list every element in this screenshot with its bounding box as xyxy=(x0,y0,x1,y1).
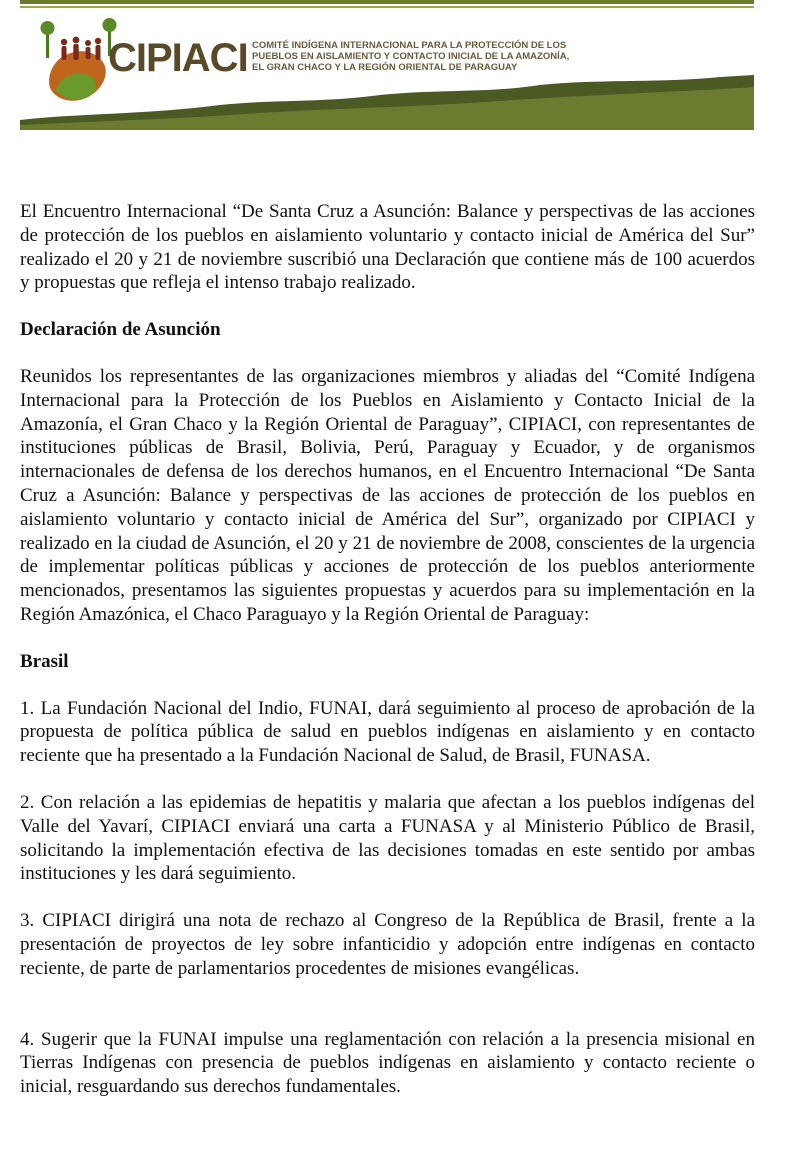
list-item: 3. CIPIACI dirigirá una nota de rechazo al Congreso de la República de Brasil, frente a la presentación de proyectos de ley sobre infanticidio y adopción entre indígenas en contacto reciente, de parte de parlamentarios procedentes de misiones evangélicas. xyxy=(20,910,755,979)
declaration-heading: Declaración de Asunción xyxy=(20,319,221,341)
list-item: 1. La Fundación Nacional del Indio, FUNAI, dará seguimiento al proceso de aprobación de la propuesta de política pública de salud en pueblos indígenas en aislamiento y en contacto reciente que ha presentado a la Fundación Nacional de Salud, de Brasil, FUNASA. xyxy=(20,697,755,767)
declaration-paragraph: Reunidos los representantes de las organizaciones miembros y aliadas del “Comité Indígena Internacional para la Protección de los Pueblos en Aislamiento y Contacto Inicial de la Amazonía, el Gran Chaco y la Región Oriental de Paraguay”, CIPIACI, con representantes de instituciones públicas de Brasil, Bolivia, Perú, Paraguay y Ecuador, y de organismos internacionales de defensa de los derechos humanos, en el Encuentro Internacional “De Santa Cruz a Asunción: Balance y perspectivas de las acciones de protección de los pueblos en aislamiento voluntario y contacto inicial de América del Sur”, organizado por CIPIACI y realizado en la ciudad de Asunción, el 20 y 21 de noviembre de 2008, conscientes de la urgencia de implementar políticas públicas y acciones de protección de los pueblos anteriormente mencionados, presentamos las siguientes propuestas y acuerdos para su implementación en la Región Amazónica, el Chaco Paraguayo y la Región Oriental de Paraguay: xyxy=(20,365,755,625)
header-top-rule xyxy=(20,0,754,4)
document-body xyxy=(20,200,755,1122)
list-item: 4. Sugerir que la FUNAI impulse una reglamentación con relación a la presencia misional en Tierras Indígenas con presencia de pueblos indígenas en aislamiento y contacto reciente o inicial, resguardando sus derechos fundamentales. xyxy=(20,1028,755,1098)
intro-paragraph: El Encuentro Internacional “De Santa Cruz a Asunción: Balance y perspectivas de las acciones de protección de los pueblos en aislamiento voluntario y contacto inicial de América del Sur” realizado el 20 y 21 de noviembre suscribió una Declaración que contiene más de 100 acuerdos y propuestas que refleja el intenso trabajo realizado. xyxy=(20,201,755,294)
brand-name: CIPIACI xyxy=(108,36,248,80)
letterhead xyxy=(20,0,754,130)
spacer xyxy=(20,1004,755,1028)
brand-description: COMITÉ INDÍGENA INTERNACIONAL PARA LA PROTECCIÓN DE LOS PUEBLOS EN AISLAMIENTO Y CONTACTO INICIAL DE LA AMAZONÍA, EL GRAN CHACO Y LA REGIÓN ORIENTAL DE PARAGUAY xyxy=(252,40,570,73)
section-heading-brasil: Brasil xyxy=(20,650,69,672)
header-top-rule-2 xyxy=(20,6,754,8)
hill-silhouette xyxy=(20,75,754,130)
list-item: 2. Con relación a las epidemias de hepatitis y malaria que afectan a los pueblos indígenas del Valle del Yavarí, CIPIACI enviará una carta a FUNASA y al Ministerio Público de Brasil, solicitando la implementación efectiva de las decisiones tomadas en este sentido por ambas instituciones y les dará seguimiento. xyxy=(20,791,755,885)
